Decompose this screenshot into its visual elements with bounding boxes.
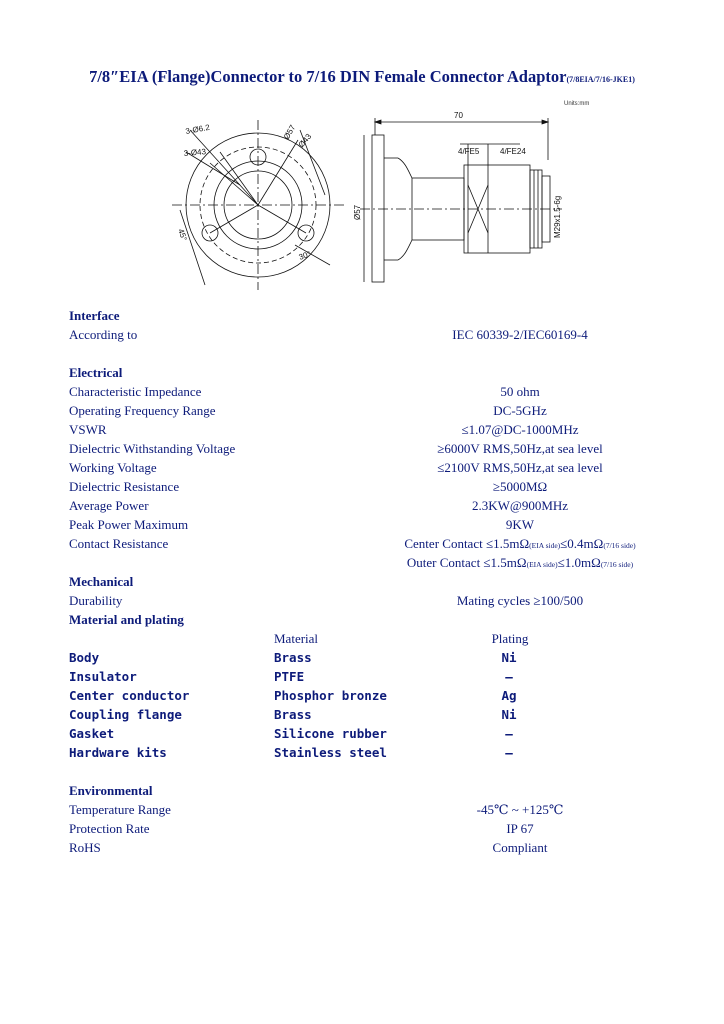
spec-value: 9KW (505, 517, 535, 532)
dim-3x43: 3-Ø43 (183, 147, 207, 158)
section-material-heading: Material and plating (69, 612, 184, 627)
contact-center-mid: ≤0.4mΩ (560, 536, 604, 551)
dim-3x6: 3-Ø6.2 (184, 122, 211, 136)
dim-4fe5: 4/FE5 (458, 147, 480, 156)
units-note: Units:mm (564, 101, 590, 107)
contact-outer-note-1: (EIA side) (526, 560, 558, 569)
dim-70: 70 (454, 111, 463, 120)
plating-column-header: Plating (491, 631, 529, 646)
dim-30: 30° (297, 249, 313, 262)
spec-label: Protection Rate (69, 821, 150, 836)
contact-center-value (404, 536, 635, 552)
material-part: Center conductor (69, 688, 190, 703)
material-part: Gasket (69, 726, 115, 741)
material-plating: — (505, 745, 513, 760)
spec-value: Compliant (492, 840, 548, 855)
spec-value: ≥5000MΩ (492, 479, 548, 494)
material-column-header: Material (274, 631, 319, 646)
spec-label: According to (69, 327, 138, 342)
spec-value: 50 ohm (500, 384, 540, 399)
spec-label: Durability (69, 593, 123, 608)
contact-outer-prefix: Outer Contact ≤1.5mΩ (406, 555, 527, 570)
spec-value: ≥6000V RMS,50Hz,at sea level (437, 441, 603, 456)
material-plating: Ag (501, 688, 517, 703)
spec-label: Contact Resistance (69, 536, 169, 551)
spec-value: IP 67 (506, 821, 534, 836)
spec-value: Mating cycles ≥100/500 (456, 593, 584, 608)
contact-center-prefix: Center Contact ≤1.5mΩ (404, 536, 530, 551)
spec-label: Peak Power Maximum (69, 517, 189, 532)
spec-label: Operating Frequency Range (69, 403, 216, 418)
dim-45: 45° (176, 227, 189, 243)
material-name: Silicone rubber (274, 726, 387, 741)
material-part: Coupling flange (69, 707, 182, 722)
dim-d43: Ø43 (296, 131, 314, 150)
section-electrical-heading: Electrical (69, 365, 123, 380)
spec-label: Temperature Range (69, 802, 171, 817)
spec-label: RoHS (69, 840, 101, 855)
dim-d57-side: Ø57 (353, 204, 362, 220)
material-part: Insulator (69, 669, 137, 684)
section-environmental-heading: Environmental (69, 783, 153, 798)
material-name: PTFE (274, 669, 305, 684)
material-name: Brass (274, 650, 312, 665)
material-part: Hardware kits (69, 745, 167, 760)
material-plating: — (505, 669, 513, 684)
technical-drawing (150, 100, 570, 300)
dim-4fe24: 4/FE24 (500, 147, 526, 156)
material-name: Stainless steel (274, 745, 387, 760)
spec-value: ≤1.07@DC-1000MHz (461, 422, 579, 437)
material-part: Body (69, 650, 100, 665)
material-plating: — (505, 726, 513, 741)
spec-value: -45℃ ~ +125℃ (476, 802, 564, 817)
contact-center-note-1: (EIA side) (529, 541, 561, 550)
contact-outer-note-2: (7/16 side) (600, 560, 634, 569)
contact-outer-value (407, 555, 633, 571)
spec-label: VSWR (69, 422, 107, 437)
front-view (172, 120, 344, 290)
title-text: 7/8″EIA (Flange)Connector to 7/16 DIN Female Connector Adaptor (89, 67, 567, 86)
spec-label: Average Power (69, 498, 149, 513)
material-plating: Ni (501, 650, 517, 665)
section-mechanical-heading: Mechanical (69, 574, 134, 589)
spec-label: Working Voltage (69, 460, 157, 475)
dim-d57-front: Ø57 (281, 123, 298, 141)
spec-label: Dielectric Withstanding Voltage (69, 441, 236, 456)
side-view (360, 118, 562, 282)
spec-value: 2.3KW@900MHz (471, 498, 569, 513)
spec-value: ≤2100V RMS,50Hz,at sea level (437, 460, 603, 475)
contact-center-note-2: (7/16 side) (603, 541, 636, 550)
spec-value: DC-5GHz (493, 403, 547, 418)
material-name: Phosphor bronze (274, 688, 387, 703)
material-name: Brass (274, 707, 312, 722)
title-suffix: (7/8EIA/7/16-JKE1) (566, 75, 635, 84)
contact-outer-mid: ≤1.0mΩ (557, 555, 601, 570)
spec-value: IEC 60339-2/IEC60169-4 (452, 327, 588, 342)
material-plating: Ni (501, 707, 517, 722)
document-title (0, 67, 724, 87)
section-interface-heading: Interface (69, 308, 120, 323)
spec-label: Dielectric Resistance (69, 479, 180, 494)
dim-thread: M29x1.5-6g (553, 195, 562, 238)
spec-label: Characteristic Impedance (69, 384, 202, 399)
